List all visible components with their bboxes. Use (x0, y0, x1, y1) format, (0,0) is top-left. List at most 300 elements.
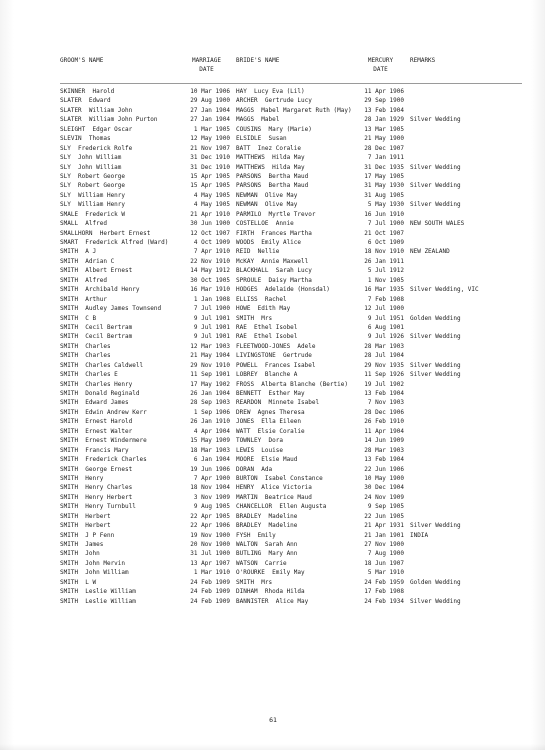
mercury-date: 21 Jan 1901 (364, 531, 404, 539)
bride-name: WOODS Emily Alice (236, 239, 302, 246)
table-row (0, 106, 545, 115)
marriage-date: 29 Aug 1900 (190, 97, 230, 105)
bride-name: PARSONS Bertha Maud (236, 182, 309, 190)
marriage-date: 6 Jan 1904 (193, 456, 230, 464)
table-row (0, 521, 545, 530)
bride-name: LOBREY Blanche A (236, 371, 298, 379)
mercury-date: 22 Jun 1906 (364, 465, 404, 473)
marriage-date: 27 Jan 1904 (190, 116, 230, 124)
marriage-date: 19 Jun 1906 (190, 465, 230, 473)
bride-name: MOORE Elsie Maud (236, 456, 298, 464)
remarks: Silver Wedding (410, 371, 461, 379)
remarks: Silver Wedding (410, 182, 461, 190)
bride-name: WATT Elsie Coralie (236, 427, 305, 435)
groom-name: SMITH Charles Caldwell (60, 361, 144, 369)
mercury-date: 28 Mar 1903 (364, 446, 404, 454)
table-row (0, 559, 545, 568)
table-row (0, 87, 545, 96)
marriage-date: 15 Apr 1905 (190, 172, 230, 180)
groom-name: SMITH Herbert (60, 512, 111, 520)
marriage-date: 9 Aug 1905 (193, 503, 230, 511)
marriage-date: 7 Apr 1910 (193, 248, 230, 256)
mercury-date: 7 Aug 1900 (367, 550, 404, 558)
marriage-date: 11 Sep 1901 (190, 371, 230, 379)
bride-name: RAE Ethel Isobel (236, 333, 298, 341)
bride-name: FROSS Alberta Blanche (Bertie) (236, 380, 348, 388)
mercury-date: 18 Jun 1907 (364, 559, 404, 567)
groom-name: SMITH Cecil Bertram (60, 323, 133, 331)
groom-name: SMITH Adrian C (60, 257, 115, 265)
table-row (0, 512, 545, 521)
table-row (0, 474, 545, 483)
bride-name: MATTHEWS Hilda May (236, 163, 305, 171)
mercury-date: 9 Jul 1926 (367, 333, 404, 341)
mercury-date: 9 Jul 1951 (367, 314, 404, 322)
groom-name: SMITH John William (60, 569, 129, 577)
bride-name: MATTHEWS Hilda May (236, 154, 305, 162)
mercury-date: 13 Feb 1904 (364, 390, 404, 397)
table-row (0, 380, 545, 389)
groom-name: SMITH Archibald Henry (60, 286, 140, 294)
marriage-date: 15 May 1909 (190, 437, 230, 445)
page-number: 61 (269, 716, 277, 724)
groom-name: SMITH John (60, 550, 100, 558)
table-row (0, 351, 545, 360)
table-row (0, 163, 545, 172)
marriage-date: 9 Jul 1901 (193, 333, 230, 341)
marriage-date: 9 Jul 1901 (193, 314, 230, 322)
table-row (0, 540, 545, 549)
table-row (0, 398, 545, 407)
mercury-date: 6 Aug 1901 (367, 323, 404, 331)
groom-name: SMITH Edward James (60, 399, 129, 407)
bride-name: JONES Ella Eileen (236, 418, 302, 426)
mercury-date: 28 Jul 1904 (364, 352, 404, 360)
header-bride: BRIDE'S NAME (236, 57, 280, 64)
marriage-date: 1 Mar 1905 (193, 125, 230, 133)
groom-name: SMITH James (60, 541, 104, 548)
mercury-date: 12 Jul 1900 (364, 305, 404, 313)
table-row (0, 446, 545, 455)
table-row (0, 172, 545, 181)
groom-name: SMALE Frederick W (60, 210, 126, 218)
mercury-date: 24 Feb 1934 (364, 597, 404, 605)
table-row (0, 483, 545, 492)
marriage-date: 9 Jul 1901 (193, 323, 230, 331)
mercury-date: 6 Oct 1909 (367, 239, 404, 246)
bride-name: BLACKHALL Sarah Lucy (236, 267, 312, 275)
marriage-date: 1 Mar 1910 (193, 569, 230, 577)
scan-shadow (0, 744, 545, 750)
bride-name: TOWNLEY Dora (236, 437, 283, 445)
bride-name: McKAY Annie Maxwell (236, 257, 309, 265)
table-row (0, 304, 545, 313)
table-row (0, 181, 545, 190)
table-row (0, 191, 545, 200)
mercury-date: 21 Oct 1907 (364, 229, 404, 237)
marriage-date: 21 May 1904 (190, 352, 230, 360)
mercury-date: 31 Dec 1935 (364, 163, 404, 171)
groom-name: SMITH Ernest Harold (60, 418, 133, 426)
table-row (0, 238, 545, 247)
table-row (0, 153, 545, 162)
mercury-date: 10 May 1900 (364, 474, 404, 482)
bride-name: BENNETT Esther May (236, 390, 305, 397)
groom-name: SMITH John Mervin (60, 559, 126, 567)
remarks: Golden Wedding (410, 314, 461, 322)
bride-name: MARTIN Beatrice Maud (236, 493, 312, 501)
marriage-date: 7 Apr 1900 (193, 474, 230, 482)
mercury-date: 17 Feb 1908 (364, 588, 404, 596)
table-row (0, 219, 545, 228)
table-row (0, 115, 545, 124)
bride-name: DREW Agnes Theresa (236, 408, 305, 416)
groom-name: SMALL Alfred (60, 220, 107, 228)
mercury-date: 28 Dec 1907 (364, 144, 404, 152)
table-row (0, 266, 545, 275)
groom-name: SMITH Henry Charles (60, 484, 133, 492)
mercury-date: 13 Mar 1905 (364, 125, 404, 133)
groom-name: SMALLHORN Herbert Ernest (60, 229, 151, 237)
marriage-date: 7 Jul 1900 (193, 305, 230, 313)
groom-name: SMITH Albert Ernest (60, 267, 133, 275)
bride-name: BANNISTER Alice May (236, 597, 309, 605)
groom-name: SMITH A J (60, 248, 97, 256)
marriage-date: 18 Mar 1903 (190, 446, 230, 454)
mercury-date: 5 Mar 1910 (367, 569, 404, 577)
marriage-date: 12 Oct 1907 (190, 229, 230, 237)
marriage-date: 30 Oct 1905 (190, 276, 230, 284)
bride-name: WALTON Sarah Ann (236, 541, 298, 548)
bride-name: FLEETWOOD-JONES Adele (236, 342, 316, 350)
groom-name: SMITH Ernest Walter (60, 427, 133, 435)
mercury-date: 29 Nov 1935 (364, 361, 404, 369)
mercury-date: 7 Nov 1903 (367, 399, 404, 407)
bride-name: ARCHER Gertrude Lucy (236, 97, 312, 105)
bride-name: ELLISS Rachel (236, 295, 287, 303)
groom-name: SMITH Cecil Bertram (60, 333, 133, 341)
remarks: Silver Wedding (410, 333, 461, 341)
table-row (0, 597, 545, 606)
marriage-date: 26 Jan 1904 (190, 390, 230, 397)
groom-name: SMITH Charles (60, 342, 111, 350)
bride-name: BUTLING Mary Ann (236, 550, 298, 558)
mercury-date: 26 Feb 1910 (364, 418, 404, 426)
records-table (0, 87, 545, 606)
marriage-date: 21 Apr 1910 (190, 210, 230, 218)
table-row (0, 276, 545, 285)
groom-name: SMITH L W (60, 578, 97, 586)
mercury-date: 11 Apr 1904 (364, 427, 404, 435)
marriage-date: 13 Apr 1907 (190, 559, 230, 567)
mercury-date: 7 Jan 1911 (367, 154, 404, 162)
marriage-date: 31 Dec 1910 (190, 154, 230, 162)
mercury-date: 16 Jun 1910 (364, 210, 404, 218)
groom-name: SMITH Charles Henry (60, 380, 133, 388)
groom-name: SMITH George Ernest (60, 465, 133, 473)
table-row (0, 210, 545, 219)
table-row (0, 295, 545, 304)
bride-name: MAGGS Mabel (236, 116, 280, 124)
mercury-date: 31 May 1930 (364, 182, 404, 190)
groom-name: SLATER Edward (60, 97, 111, 105)
bride-name: O'ROURKE Emily May (236, 569, 305, 577)
bride-name: FYSH Emily (236, 531, 276, 539)
groom-name: SMITH Henry (60, 474, 104, 482)
marriage-date: 15 Apr 1905 (190, 182, 230, 190)
marriage-date: 16 Mar 1910 (190, 286, 230, 294)
table-row (0, 549, 545, 558)
table-row (0, 229, 545, 238)
bride-name: DINHAM Rhoda Hilda (236, 588, 305, 596)
marriage-date: 4 May 1905 (193, 191, 230, 199)
table-row (0, 531, 545, 540)
table-row (0, 247, 545, 256)
mercury-date: 17 May 1905 (364, 172, 404, 180)
mercury-date: 31 Aug 1905 (364, 191, 404, 199)
marriage-date: 31 Jul 1900 (190, 550, 230, 558)
table-row (0, 332, 545, 341)
groom-name: SKINNER Harold (60, 88, 115, 95)
mercury-date: 21 Apr 1931 (364, 522, 404, 530)
bride-name: CHANCELLOR Ellen Augusta (236, 503, 327, 511)
bride-name: ELSIDLE Susan (236, 135, 287, 143)
groom-name: SMITH Edwin Andrew Kerr (60, 408, 147, 416)
table-row (0, 578, 545, 587)
bride-name: POWELL Frances Isabel (236, 361, 316, 369)
mercury-date: 13 Feb 1904 (364, 456, 404, 464)
remarks: NEW SOUTH WALES (410, 220, 465, 228)
marriage-date: 18 Nov 1904 (190, 484, 230, 492)
mercury-date: 27 Nov 1900 (364, 541, 404, 548)
bride-name: DORAN Ada (236, 465, 273, 473)
groom-name: SLY John William (60, 154, 122, 162)
bride-name: HODGES Adelaide (Honsdal) (236, 286, 330, 294)
table-row (0, 465, 545, 474)
groom-name: SMITH Charles E (60, 371, 118, 379)
groom-name: SLY Frederick Rolfe (60, 144, 133, 152)
remarks: Silver Wedding (410, 163, 461, 171)
marriage-date: 27 Jan 1904 (190, 106, 230, 114)
table-row (0, 96, 545, 105)
table-row (0, 200, 545, 209)
table-row (0, 314, 545, 323)
bride-name: BRADLEY Madeline (236, 512, 298, 520)
mercury-date: 24 Nov 1909 (364, 493, 404, 501)
bride-name: REARDON Minnete Isabel (236, 399, 320, 407)
mercury-date: 26 Jan 1911 (364, 257, 404, 265)
groom-name: SLATER William John (60, 106, 133, 114)
table-row (0, 417, 545, 426)
groom-name: SMART Frederick Alfred (Ward) (60, 239, 169, 246)
table-row (0, 587, 545, 596)
groom-name: SMITH Leslie William (60, 588, 136, 596)
mercury-date: 1 Nov 1905 (367, 276, 404, 284)
mercury-date: 7 Feb 1908 (367, 295, 404, 303)
bride-name: HENRY Alice Victoria (236, 484, 312, 492)
bride-name: NEWMAN Olive May (236, 191, 298, 199)
marriage-date: 4 Oct 1909 (193, 239, 230, 246)
mercury-date: 16 Mar 1935 (364, 286, 404, 294)
bride-name: COSTELLOE Annie (236, 220, 294, 228)
table-row (0, 427, 545, 436)
bride-name: HOWE Edith May (236, 305, 291, 313)
marriage-date: 29 Nov 1910 (190, 361, 230, 369)
bride-name: REID Nellie (236, 248, 280, 256)
bride-name: PARMILO Myrtle Trevor (236, 210, 316, 218)
marriage-date: 31 Dec 1910 (190, 163, 230, 171)
groom-name: SLEVIN Thomas (60, 135, 111, 143)
bride-name: COUSINS Mary (Marie) (236, 125, 312, 133)
table-row (0, 323, 545, 332)
header-mercury: MERCURY (367, 57, 394, 64)
header-mercury-date: DATE (373, 66, 388, 73)
marriage-date: 24 Feb 1909 (190, 578, 230, 586)
marriage-date: 22 Apr 1906 (190, 522, 230, 530)
bride-name: FIRTH Frances Martha (236, 229, 312, 237)
groom-name: SMITH C B (60, 314, 97, 322)
groom-name: SLY Robert George (60, 172, 126, 180)
header-marriage-date: DATE (199, 66, 214, 73)
mercury-date: 13 Feb 1904 (364, 106, 404, 114)
mercury-date: 28 Jan 1929 (364, 116, 404, 124)
marriage-date: 22 Nov 1910 (190, 257, 230, 265)
groom-name: SMITH Herbert (60, 522, 111, 530)
groom-name: SLY Robert George (60, 182, 126, 190)
table-row (0, 134, 545, 143)
marriage-date: 24 Feb 1909 (190, 597, 230, 605)
mercury-date: 7 Jul 1900 (367, 220, 404, 228)
groom-name: SMITH Frederick Charles (60, 456, 147, 464)
table-row (0, 257, 545, 266)
groom-name: SMITH Donald Reginald (60, 390, 140, 397)
remarks: Silver Wedding (410, 597, 461, 605)
mercury-date: 28 Mar 1903 (364, 342, 404, 350)
groom-name: SMITH Charles (60, 352, 111, 360)
marriage-date: 30 Jun 1900 (190, 220, 230, 228)
marriage-date: 1 Jan 1908 (193, 295, 230, 303)
bride-name: BATT Inez Coralie (236, 144, 302, 152)
remarks: Silver Wedding (410, 116, 461, 124)
marriage-date: 20 Nov 1900 (190, 541, 230, 548)
bride-name: HAY Lucy Eva (Lil) (236, 88, 305, 95)
remarks: Silver Wedding (410, 522, 461, 530)
table-row (0, 408, 545, 417)
groom-name: SLATER William John Purton (60, 116, 158, 124)
mercury-date: 28 Dec 1906 (364, 408, 404, 416)
table-row (0, 342, 545, 351)
table-row (0, 361, 545, 370)
marriage-date: 21 Nov 1907 (190, 144, 230, 152)
groom-name: SMITH Henry Herbert (60, 493, 133, 501)
mercury-date: 11 Sep 1926 (364, 371, 404, 379)
bride-name: NEWMAN Olive May (236, 201, 298, 209)
bride-name: LIVINGSTONE Gertrude (236, 352, 312, 360)
mercury-date: 11 Apr 1906 (364, 88, 404, 95)
mercury-date: 30 Dec 1904 (364, 484, 404, 492)
bride-name: BURTON Isabel Constance (236, 474, 323, 482)
table-row (0, 285, 545, 294)
marriage-date: 17 May 1902 (190, 380, 230, 388)
mercury-date: 22 Jun 1905 (364, 512, 404, 520)
groom-name: SMITH Alfred (60, 276, 107, 284)
table-row (0, 568, 545, 577)
marriage-date: 4 Apr 1904 (193, 427, 230, 435)
mercury-date: 5 May 1930 (367, 201, 404, 209)
marriage-date: 14 May 1912 (190, 267, 230, 275)
groom-name: SMITH Francis Mary (60, 446, 129, 454)
mercury-date: 24 Feb 1959 (364, 578, 404, 586)
mercury-date: 9 Sep 1905 (367, 503, 404, 511)
marriage-date: 22 Apr 1905 (190, 512, 230, 520)
table-header (0, 57, 545, 81)
bride-name: PARSONS Bertha Maud (236, 172, 309, 180)
bride-name: LEWIS Louise (236, 446, 283, 454)
header-groom: GROOM'S NAME (60, 57, 104, 64)
mercury-date: 5 Jul 1912 (367, 267, 404, 275)
header-divider (60, 83, 522, 84)
groom-name: SLY William Henry (60, 191, 126, 199)
remarks: Silver Wedding, VIC (410, 286, 479, 294)
marriage-date: 19 Nov 1900 (190, 531, 230, 539)
header-remarks: REMARKS (410, 57, 436, 64)
remarks: Golden Wedding (410, 578, 461, 586)
marriage-date: 3 Nov 1909 (193, 493, 230, 501)
groom-name: SMITH Henry Turnbull (60, 503, 136, 511)
marriage-date: 4 May 1905 (193, 201, 230, 209)
bride-name: SMITH Mrs (236, 314, 273, 322)
marriage-date: 24 Feb 1909 (190, 588, 230, 596)
marriage-date: 12 May 1900 (190, 135, 230, 143)
table-row (0, 389, 545, 398)
bride-name: WATSON Carrie (236, 559, 287, 567)
remarks: Silver Wedding (410, 361, 461, 369)
groom-name: SMITH Audley James Townsend (60, 305, 162, 313)
table-row (0, 493, 545, 502)
table-row (0, 144, 545, 153)
table-row (0, 125, 545, 134)
bride-name: BRADLEY Madeline (236, 522, 298, 530)
remarks: NEW ZEALAND (410, 248, 450, 256)
remarks: INDIA (410, 531, 429, 539)
marriage-date: 1 Sep 1906 (193, 408, 230, 416)
marriage-date: 10 Mar 1906 (190, 88, 230, 95)
mercury-date: 18 Nov 1910 (364, 248, 404, 256)
marriage-date: 28 Sep 1903 (190, 399, 230, 407)
groom-name: SLY John William (60, 163, 122, 171)
table-row (0, 370, 545, 379)
header-marriage: MARRIAGE (192, 57, 221, 64)
groom-name: SMITH Leslie William (60, 597, 136, 605)
mercury-date: 21 May 1900 (364, 135, 404, 143)
marriage-date: 26 Jan 1910 (190, 418, 230, 426)
table-row (0, 455, 545, 464)
groom-name: SMITH Arthur (60, 295, 107, 303)
table-row (0, 502, 545, 511)
mercury-date: 19 Jul 1902 (364, 380, 404, 388)
mercury-date: 29 Sep 1900 (364, 97, 404, 105)
groom-name: SLY William Henry (60, 201, 126, 209)
groom-name: SMITH Ernest Windermere (60, 437, 147, 445)
table-row (0, 436, 545, 445)
bride-name: SPROULE Daisy Martha (236, 276, 312, 284)
groom-name: SLEIGHT Edgar Oscar (60, 125, 133, 133)
bride-name: SMITH Mrs (236, 578, 273, 586)
bride-name: RAE Ethel Isobel (236, 323, 298, 331)
bride-name: MAGGS Mabel Margaret Ruth (May) (236, 106, 352, 114)
mercury-date: 14 Jun 1909 (364, 437, 404, 445)
remarks: Silver Wedding (410, 201, 461, 209)
